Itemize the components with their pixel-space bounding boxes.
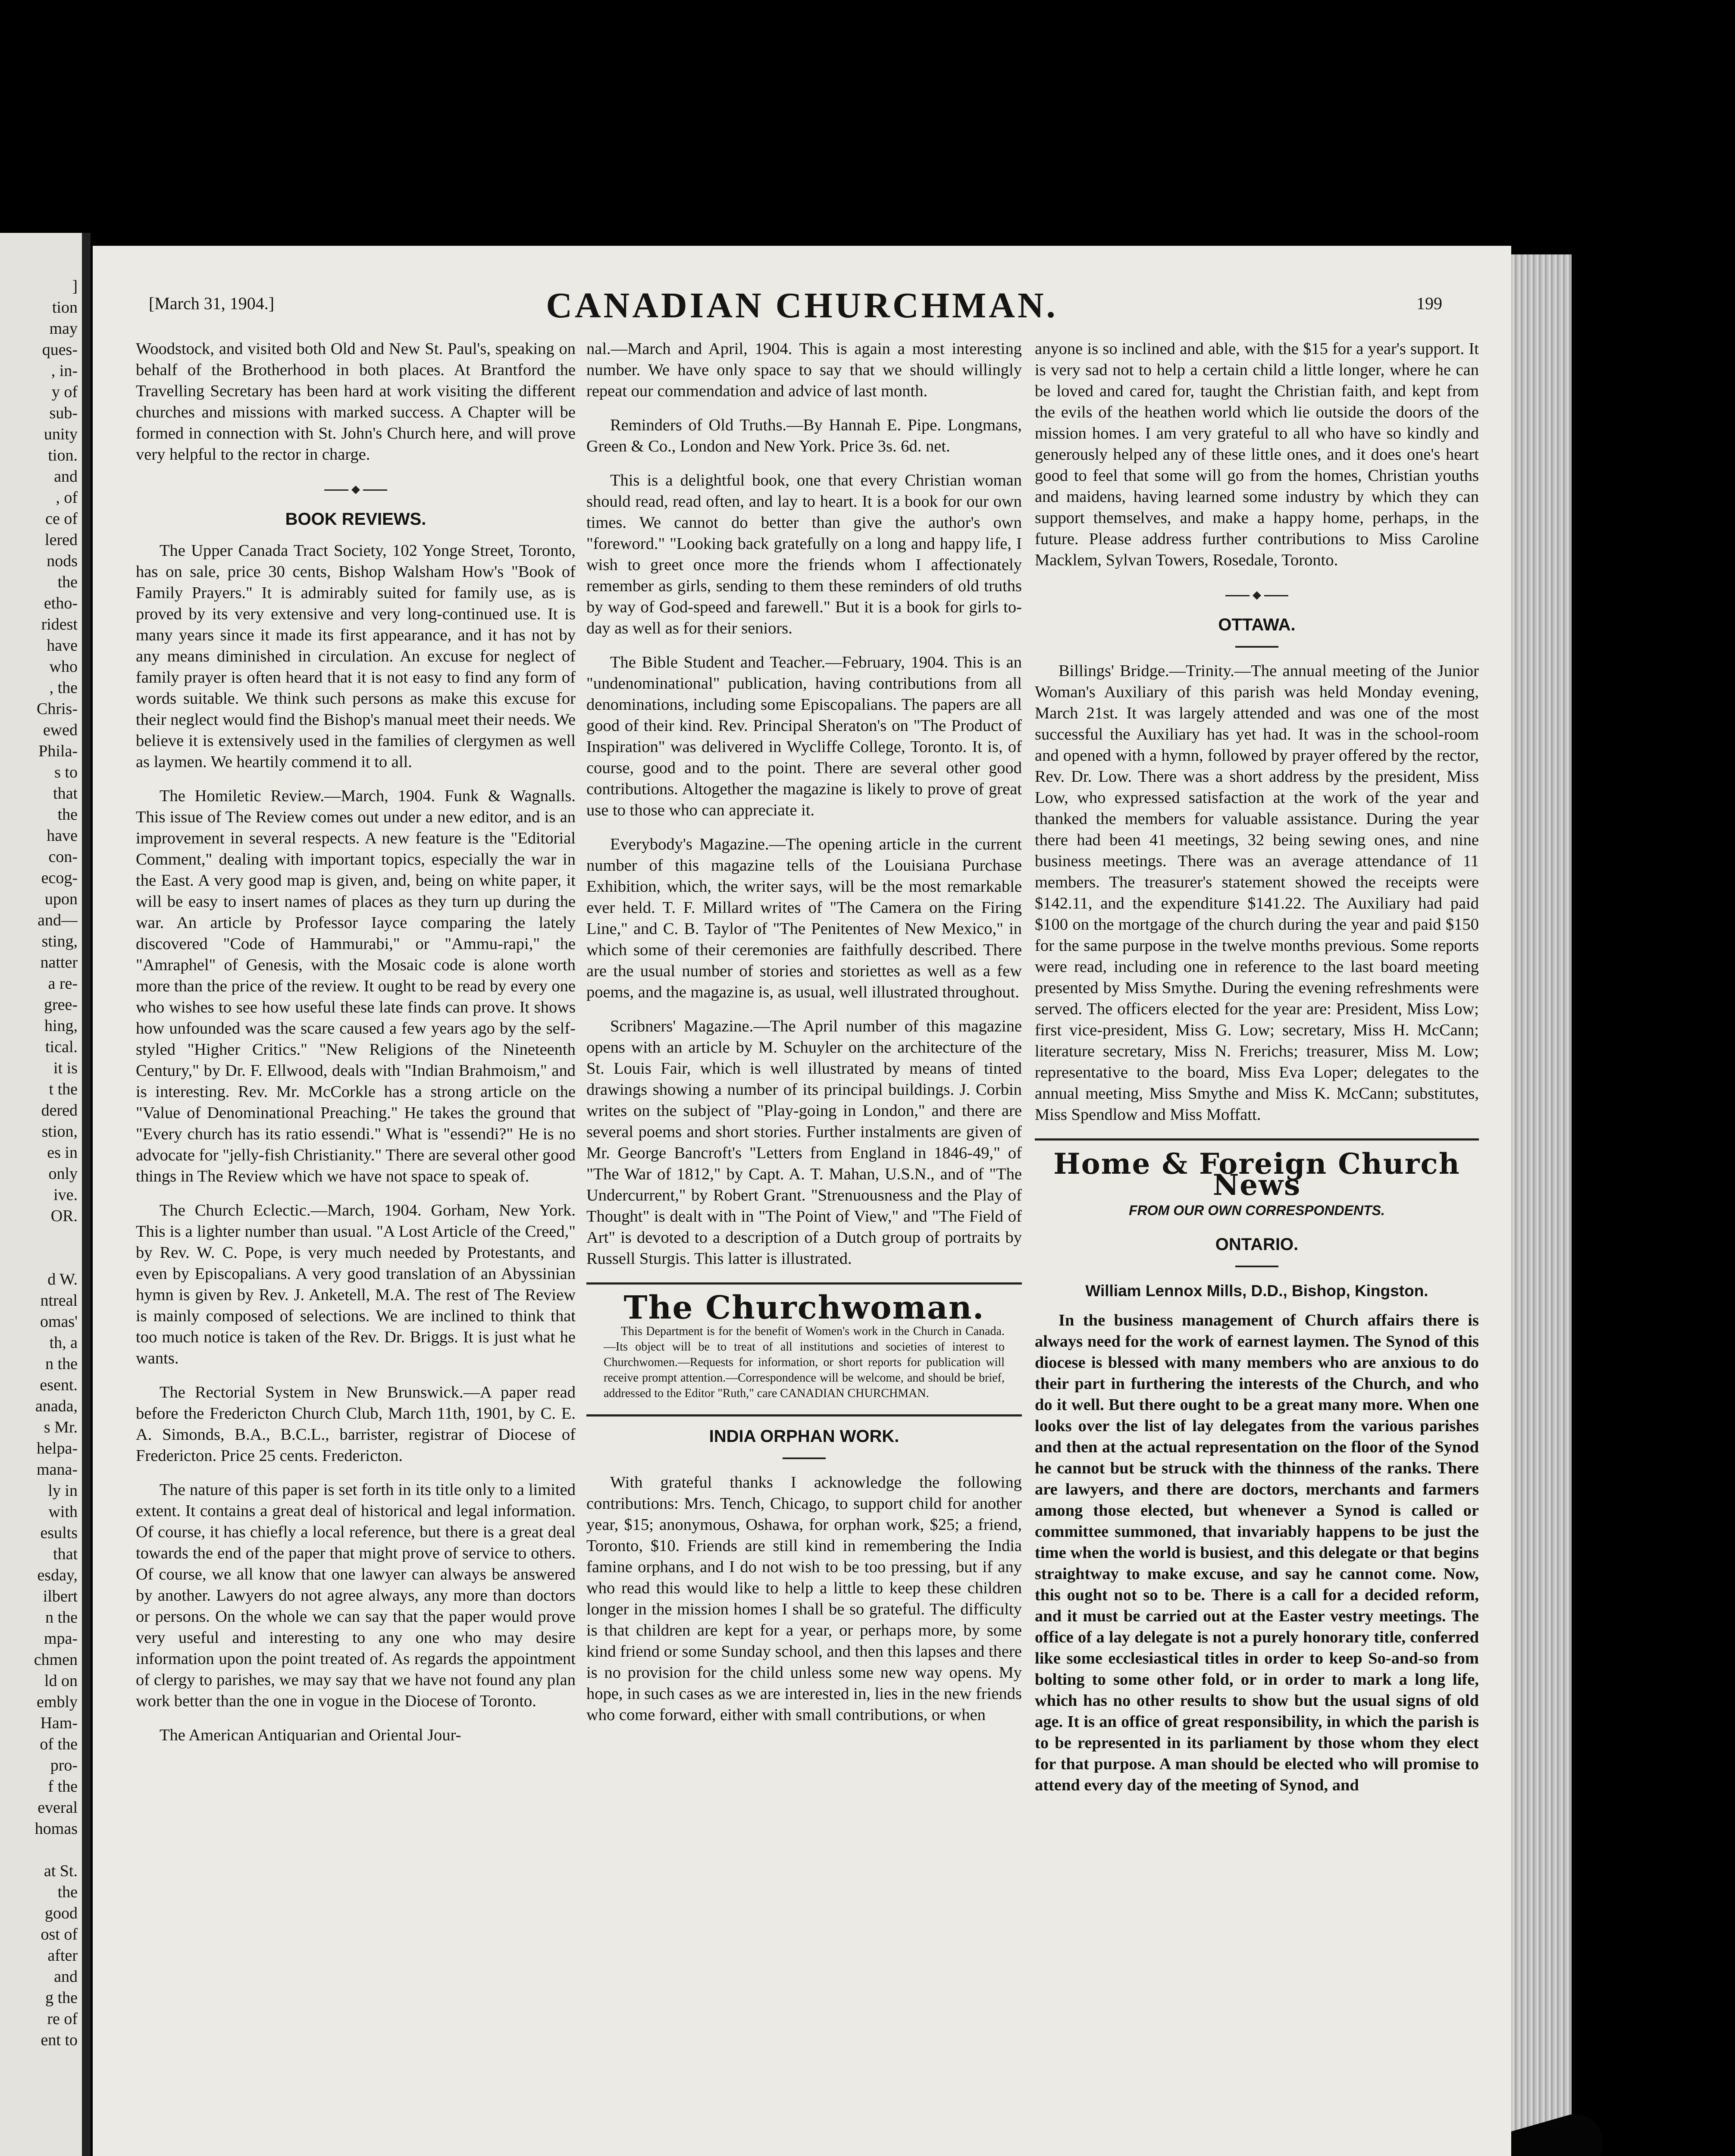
ornament-divider xyxy=(136,478,576,499)
facing-page-line: embly xyxy=(37,1693,78,1711)
facing-page-line: omas' xyxy=(40,1313,78,1331)
facing-page-line: and— xyxy=(38,911,78,929)
heading-rule xyxy=(1235,1266,1278,1267)
facing-page-line: tical. xyxy=(45,1038,78,1056)
newspaper-page xyxy=(93,246,1511,2156)
facing-page-line: at St. xyxy=(44,1862,78,1880)
facing-page-line: a re- xyxy=(48,975,78,993)
facing-page-line: lered xyxy=(45,531,78,549)
facing-page-line: ce of xyxy=(45,510,78,528)
facing-page-line: with xyxy=(48,1503,78,1521)
facing-page-line: ly in xyxy=(48,1482,78,1500)
paragraph: With grateful thanks I acknowledge the following contributions: Mrs. Tench, Chicago, to support child for another year, $15; anonymous, Oshawa, for orphan work, $25; a friend, Toronto, $10. Friends are still kind in remembering the India famine orphans, and I do not wish to be too pressing, but if any who read this would like to help a little to keep these children longer in the mission homes I shall be so grateful. The difficulty is that children are kept for a year, or perhaps more, by some kind friend or some Sunday school, and then this lapses and there is no provision for the child unless some new way opens. My hope, in such cases as we are interested in, lies in the new friends who come forward, either with small contributions, or when xyxy=(586,1473,1022,1724)
facing-page-line: th, a xyxy=(49,1334,78,1352)
page-edges xyxy=(1511,254,1572,2156)
section-rule xyxy=(586,1282,1022,1285)
facing-page-line: ilbert xyxy=(43,1587,78,1605)
section-subtitle: FROM OUR OWN CORRESPONDENTS. xyxy=(1129,1203,1385,1218)
facing-page-line: es in xyxy=(47,1144,78,1162)
facing-page-line: nods xyxy=(47,552,78,570)
heading-rule xyxy=(783,1457,826,1459)
facing-page-line: f the xyxy=(48,1777,78,1796)
facing-page-line: homas xyxy=(34,1820,78,1838)
facing-page-line: tion. xyxy=(48,446,78,464)
facing-page-line: ] xyxy=(72,277,78,295)
section-title-church-news: Home & Foreign Church News xyxy=(1053,1147,1460,1202)
section-heading-ottawa: OTTAWA. xyxy=(1218,615,1296,634)
facing-page-line: dered xyxy=(41,1101,78,1119)
facing-page-line: only xyxy=(48,1165,78,1183)
paragraph: Everybody's Magazine.—The opening article in the current number of this magazine tells of the Louisiana Purchase Exhibition, which, the writer says, will be the most remarkable ever held. T. F. Millard writes of "The Camera on the Firing Line," and C. B. Taylor of "The Penitentes of New Mexico," in which some of their ceremonies are faithfully described. There are the usual number of stories and storiettes as well as a few poems, and the magazine is, as usual, well illustrated throughout. xyxy=(586,835,1022,1001)
facing-page-line: the xyxy=(57,805,78,824)
facing-page-line: upon xyxy=(45,890,78,908)
facing-page-line: helpa- xyxy=(37,1439,78,1457)
section-rule xyxy=(1035,1138,1479,1141)
facing-page-line: pro- xyxy=(50,1756,78,1774)
facing-page-line: chmen xyxy=(34,1651,78,1669)
facing-page-line: ecog- xyxy=(41,869,78,887)
paragraph: The Upper Canada Tract Society, 102 Yonge Street, Toronto, has on sale, price 30 cents, Bishop Walsham How's "Book of Family Prayers." It is admirably suited for family use, as is proved by its very extensive and very long-continued use. It is many years since it made its first appearance, and it has not by any means diminished in circulation. An excuse for neglect of family prayer is often heard that it is not easy to find any form of words suitable. We think such persons as make this excuse for their neglect would find the Bishop's manual meet their needs. We believe it is extensively used in the families of clergymen as well as laymen. We heartily commend it to all. xyxy=(136,542,576,771)
facing-page-line: tion xyxy=(52,298,78,317)
masthead-title: CANADIAN CHURCHMAN. xyxy=(546,285,1058,326)
paragraph: nal.—March and April, 1904. This is again a most interesting number. We have only space to say that we should willingly repeat our commendation and advice of last month. xyxy=(586,340,1022,400)
facing-page-line: , in- xyxy=(51,362,78,380)
facing-page-line: etho- xyxy=(44,594,78,612)
facing-page-line: may xyxy=(49,320,78,338)
column-3 xyxy=(1035,338,1479,1809)
facing-page-line: y of xyxy=(51,383,78,401)
section-heading-india-orphan-work: INDIA ORPHAN WORK. xyxy=(709,1427,899,1446)
paragraph: This is a delightful book, one that every Christian woman should read, read often, and lay to heart. It is a book for our own times. We cannot do better than give the author's own "foreword." "Looking back gratefully on a long and happy life, I wish to greet once more the friends whom I affectionately remember as girls, sending to them these reminders of old truths by way of God-speed and farewell." But it is a book for girls to-day as well as for their seniors. xyxy=(586,471,1022,637)
facing-page-line: after xyxy=(47,1946,78,1965)
paragraph: The Church Eclectic.—March, 1904. Gorham, New York. This is a lighter number than usual. "A Lost Article of the Creed," by Rev. W. C. Pope, is very much needed by Protestants, and even by Episcopalians. A very good translation of an Abyssinian hymn is given by Rev. J. Anketell, M.A. The rest of The Review is mainly composed of selections. We are inclined to think that too much notice is taken of the Rev. Dr. Briggs. It is just what he wants. xyxy=(136,1201,576,1367)
facing-page-line: anada, xyxy=(35,1397,78,1415)
facing-page-line: esday, xyxy=(37,1566,78,1584)
facing-page-line: re of xyxy=(47,2010,78,2028)
facing-page-line: ntreal xyxy=(40,1291,78,1310)
facing-page-line: ewed xyxy=(43,721,78,739)
facing-page-line: hing, xyxy=(44,1017,78,1035)
facing-page-line: have xyxy=(47,636,78,655)
page-number: 199 xyxy=(1416,294,1442,313)
facing-page-line: gree- xyxy=(44,996,78,1014)
facing-page-line: good xyxy=(45,1904,78,1922)
paragraph: anyone is so inclined and able, with the $15 for a year's support. It is very sad not to help a certain child a little longer, where he can be loved and cared for, taught the Christian faith, and kept from the evils of the heathen world which lie outside the doors of the mission homes. I am very grateful to all who have so kindly and generously helped any of these little ones, and it does one's heart good to feel that some will go from the homes, Christian youths and maidens, having learned some industry by which they can support themselves, and make a happy home, perhaps, in the future. Please address further contributions to Miss Caroline Macklem, Sylvan Towers, Rosedale, Toronto. xyxy=(1035,340,1479,569)
facing-page-line: Chris- xyxy=(37,700,78,718)
facing-page-line: n the xyxy=(45,1608,78,1626)
facing-page-line: esults xyxy=(40,1524,78,1542)
facing-page-text xyxy=(0,276,78,2051)
page-header xyxy=(93,285,1511,336)
paragraph: In the business management of Church affairs there is always need for the work of earnest laymen. The Synod of this diocese is blessed with many members who are anxious to do their part in furthering the interests of the Church, and who do it well. But there ought to be a great many more. When one looks over the list of lay delegates from the various parishes and then at the actual representation on the floor of the Synod he cannot but be struck with the thinness of the ranks. There are lawyers, and there are doctors, merchants and farmers among those elected, but whenever a Synod is called or committee summoned, that invariably happens to be just the time when the world is busiest, and this delegate or that begins straightway to make excuse, and say he cannot come. Now, this ought not so to be. There is a call for a decided reform, and it must be carried out at the Easter vestry meetings. The office of a lay delegate is not a purely honorary title, conferred like some ecclesiastical titles in order to keep So-and-so from bolting to some other fold, or in order to mark a long life, which has no other results to show but the usual signs of old age. It is an office of great responsibility, in which the parish is to be represented in its parliament by those whom they elect for that purpose. A man should be elected who will promise to attend every day of the meeting of Synod, and xyxy=(1035,1311,1479,1794)
paragraph: Woodstock, and visited both Old and New St. Paul's, speaking on behalf of the Brotherhood in both places. At Brantford the Travelling Secretary has been hard at work visiting the different churches and missions with marked success. A Chapter will be formed in connection with St. John's Church here, and will prove very helpful to the rector in charge. xyxy=(136,340,576,464)
department-note: This Department is for the benefit of Women's work in the Church in Canada.—Its object will be to treat of all institutions and societies of interest to Churchwomen.—Requests for information, or short reports for publication will receive prompt attention.—Correspondence will be welcome, and should be brief, addressed to the Editor "Ruth," care CANADIAN CHURCHMAN. xyxy=(604,1325,1005,1400)
facing-page-line xyxy=(0,1227,78,1248)
paragraph: The Bible Student and Teacher.—February, 1904. This is an "undenominational" publication, having contributions from all denominations, including some Episcopalians. The papers are all good of their kind. Rev. Principal Sheraton's on "The Product of Inspiration" was delivered in Wycliffe College, Toronto. It is, of course, good and to the point. There are several other good contributions. Altogether the magazine is likely to prove of great use to those who can appreciate it. xyxy=(586,653,1022,819)
facing-page-line: who xyxy=(49,658,78,676)
facing-page-line: ridest xyxy=(41,615,78,633)
page-gutter xyxy=(82,233,91,2156)
facing-page-line: ent to xyxy=(41,2031,78,2049)
paragraph: The nature of this paper is set forth in its title only to a limited extent. It contains a great deal of historical and legal information. Of course, it has chiefly a local reference, but there is a great deal towards the end of the paper that might prove of service to others. Of course, we all know that one lawyer can always be answered by another. Lawyers do not agree always, any more than doctors or persons. On the whole we can say that the paper would prove very useful and interesting to any one who may desire information upon the point treated of. As regards the appointment of clergy to parishes, we may say that we have not found any plan work better than the one in vogue in the Diocese of Toronto. xyxy=(136,1481,576,1710)
section-title-churchwoman: The Churchwoman. xyxy=(623,1289,985,1326)
facing-page-line: d W. xyxy=(47,1270,78,1288)
section-rule xyxy=(586,1414,1022,1416)
column-2 xyxy=(586,338,1022,1739)
facing-page-line: sub- xyxy=(49,404,78,422)
facing-page-line: n the xyxy=(45,1355,78,1373)
heading-rule xyxy=(1235,646,1278,648)
facing-page-line: Ham- xyxy=(40,1714,78,1732)
paragraph: Scribners' Magazine.—The April number of this magazine opens with an article by M. Schuyler on the architecture of the St. Louis Fair, which is well illustrated by means of tinted drawings showing a number of its principal buildings. J. Corbin writes on the subject of "Play-going in London," and there are several poems and short stories. Further instalments are given of Mr. George Bancroft's "Letters from England in 1846-49," of "The War of 1812," by Capt. A. T. Mahan, U.S.N., and of "The Undercurrent," by Robert Grant. "Strenuousness and the Play of Thought" is dealt with in "The Point of View," and "The Field of Art" is devoted to a description of a Dutch group of portraits by Russell Sturgis. This latter is illustrated. xyxy=(586,1017,1022,1268)
facing-page-line: unity xyxy=(44,425,78,443)
facing-page-line: t the xyxy=(49,1080,78,1098)
diocese-bishop-line: William Lennox Mills, D.D., Bishop, Kingston. xyxy=(1085,1282,1428,1300)
facing-page-line: have xyxy=(47,827,78,845)
facing-page-line: the xyxy=(57,573,78,591)
section-heading-ontario: ONTARIO. xyxy=(1215,1235,1299,1254)
issue-date: [March 31, 1904.] xyxy=(149,294,275,313)
facing-page-line: Phila- xyxy=(38,742,78,760)
facing-page-line: g the xyxy=(45,1989,78,2007)
facing-page-line: and xyxy=(54,1968,78,1986)
facing-page-line: , the xyxy=(49,679,78,697)
facing-page-line: con- xyxy=(48,848,78,866)
facing-page-line: that xyxy=(53,784,78,802)
section-heading-book-reviews: BOOK REVIEWS. xyxy=(285,510,426,529)
facing-page-line: it is xyxy=(53,1059,78,1077)
paragraph: The Rectorial System in New Brunswick.—A paper read before the Fredericton Church Club, March 11th, 1901, by C. E. A. Simonds, B.A., B.C.L., barrister, registrar of Diocese of Fredericton. Price 25 cents. Fredericton. xyxy=(136,1383,576,1465)
facing-page-line: OR. xyxy=(50,1207,78,1225)
facing-page-line: s Mr. xyxy=(44,1418,78,1436)
facing-page-line: ques- xyxy=(42,341,78,359)
facing-page-line: natter xyxy=(40,953,78,971)
facing-page-line: ld on xyxy=(44,1672,78,1690)
paragraph: Billings' Bridge.—Trinity.—The annual meeting of the Junior Woman's Auxiliary of this parish was held Monday evening, March 21st. It was largely attended and was one of the most successful the Auxiliary has yet had. It was in the school-room and opened with a hymn, followed by prayer offered by the rector, Rev. Dr. Low. There was a short address by the president, Miss Low, who expressed satisfaction at the work of the year and thanked the members for valuable assistance. During the year there had been 41 meetings, 32 being sewing ones, and nine business meetings. There was an average attendance of 11 members. The treasurer's statement showed the receipts were $142.11, and the expenditure $141.22. The Auxiliary had paid $100 on the mortgage of the church during the year and paid $150 for the same purpose in the twelve months previous. Some reports were read, including one in reference to the last board meeting presented by Miss Smythe. During the evening refreshments were served. The officers elected for the year are: President, Miss Low; first vice-president, Miss G. Low; secretary, Miss H. McCann; literature secretary, Miss N. Frerichs; treasurer, Miss M. Low; representative to the board, Miss Eva Loper; delegates to the annual meeting, Miss Smythe and Miss K. McCann; substitutes, Miss Spendlow and Miss Moffatt. xyxy=(1035,662,1479,1124)
facing-page-line: of the xyxy=(40,1735,78,1753)
facing-page-line xyxy=(0,1248,78,1269)
facing-page-line: stion, xyxy=(41,1122,78,1141)
facing-page-line: the xyxy=(57,1883,78,1901)
facing-page-line: mana- xyxy=(37,1460,78,1479)
facing-page-line: that xyxy=(53,1545,78,1563)
facing-page-line: ost of xyxy=(41,1925,78,1943)
ornament-divider xyxy=(1035,584,1479,605)
paragraph: Reminders of Old Truths.—By Hannah E. Pipe. Longmans, Green & Co., London and New York. Price 3s. 6d. net. xyxy=(586,416,1022,455)
facing-page-line: sting, xyxy=(41,932,78,950)
facing-page-line: everal xyxy=(38,1799,78,1817)
facing-page-line: and xyxy=(54,467,78,486)
facing-page-line: esent. xyxy=(40,1376,78,1394)
paragraph: The Homiletic Review.—March, 1904. Funk & Wagnalls. This issue of The Review comes out under a new editor, and is an improvement in several respects. A new feature is the "Editorial Comment," dealing with important topics, especially the war in the East. A very good map is given, and, being on white paper, it will be easy to insert names of places as they turn up during the war. An article by Professor Iayce comparing the lately discovered "Code of Hammurabi," or "Ammu-rapi," the "Amraphel" of Genesis, with the Mosaic code is alone worth more than the price of the review. It ought to be read by every one who wishes to see how useful these late finds can prove. It shows how unfounded was the scare caused a few years ago by the self-styled "Higher Critics." "New Religions of the Nineteenth Century," by Dr. F. Ellwood, deals with "Indian Brahmoism," and is interesting. Rev. Mr. McCorkle has a strong article on the "Value of Denominational Preaching." He takes the ground that "Every church has its ratio essendi." What is "essendi?" He is no advocate for "jelly-fish Christianity." There are several other good things in The Review which we have not space to speak of. xyxy=(136,787,576,1185)
paragraph: The American Antiquarian and Oriental Jour- xyxy=(160,1726,461,1744)
facing-page-line: ive. xyxy=(53,1186,78,1204)
facing-page-fragment xyxy=(0,233,82,2156)
facing-page-line xyxy=(0,1839,78,1861)
facing-page-line: s to xyxy=(54,763,78,781)
column-1 xyxy=(136,338,576,1759)
facing-page-line: mpa- xyxy=(44,1630,78,1648)
facing-page-line: , of xyxy=(56,489,78,507)
